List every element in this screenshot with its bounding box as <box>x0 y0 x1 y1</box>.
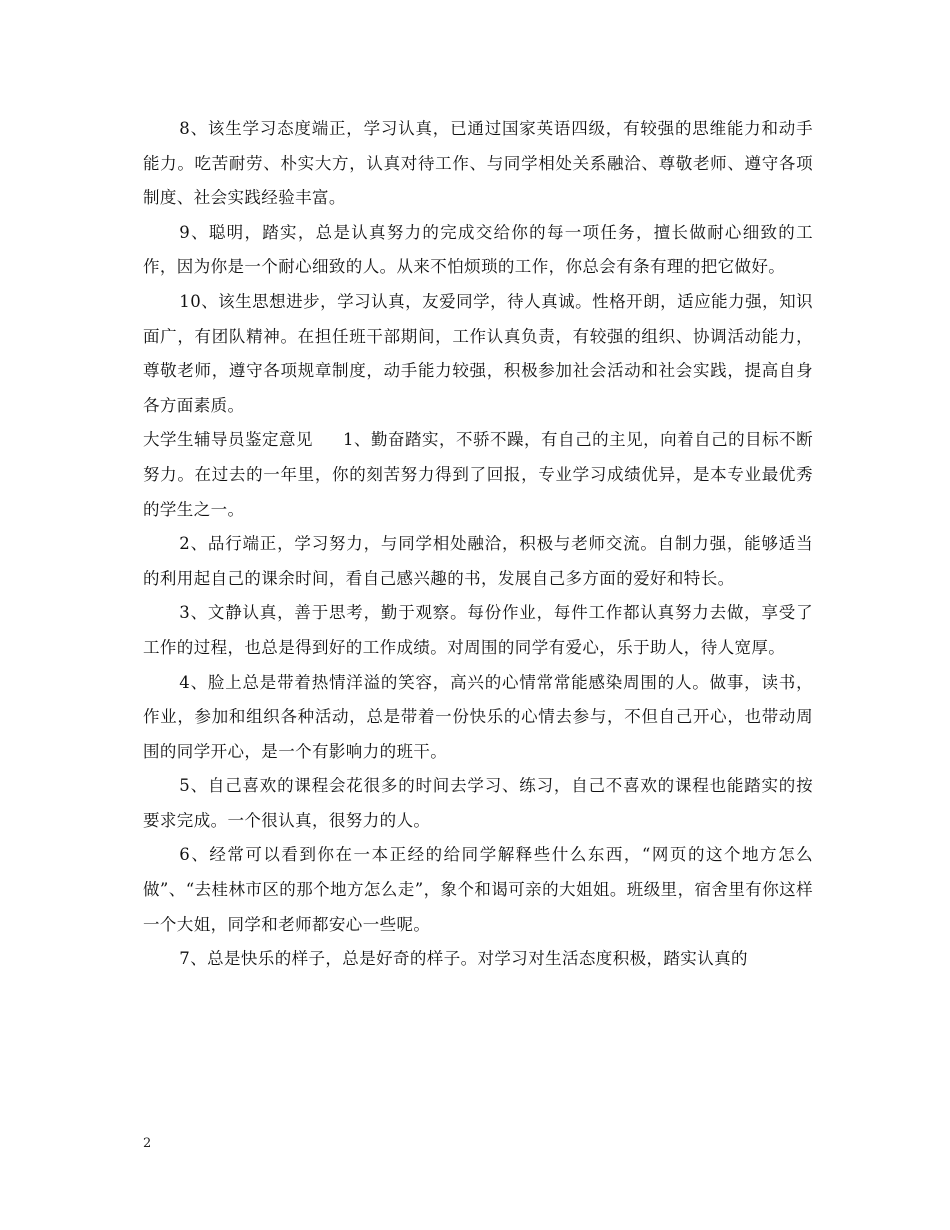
section-item-3: 3、文静认真，善于思考，勤于观察。每份作业，每件工作都认真努力去做，享受了工作的过程，也总是得到好的工作成绩。对周围的同学有爱心，乐于助人，待人宽厚。 <box>143 603 813 657</box>
paragraph-item-9: 9、聪明，踏实，总是认真努力的完成交给你的每一项任务，擅长做耐心细致的工作，因为你是一个耐心细致的人。从来不怕烦琐的工作，你总会有条有理的把它做好。 <box>143 222 813 277</box>
section-intro-paragraph <box>143 423 813 527</box>
section-item-2: 2、品行端正，学习努力，与同学相处融洽，积极与老师交流。自制力强，能够适当的利用起自己的课余时间，看自己感兴趣的书，发展自己多方面的爱好和特长。 <box>143 534 813 588</box>
section-heading: 大学生辅导员鉴定意见 <box>143 430 314 450</box>
section-item-7: 7、总是快乐的样子，总是好奇的样子。对学习对生活态度积极，踏实认真的 <box>179 949 748 969</box>
section-item-6: 6、经常可以看到你在一本正经的给同学解释些什么东西，“网页的这个地方怎么做”、“去桂林市区的那个地方怎么走”，象个和谒可亲的大姐姐。班级里，宿舍里有你这样一个大姐，同学和老师都安心一些呢。 <box>143 845 813 934</box>
paragraph-item-8: 8、该生学习态度端正，学习认真，已通过国家英语四级，有较强的思维能力和动手能力。吃苦耐劳、朴实大方，认真对待工作、与同学相处关系融洽、尊敬老师、遵守各项制度、社会实践经验丰富。 <box>143 119 813 208</box>
section-item-5: 5、自己喜欢的课程会花很多的时间去学习、练习，自己不喜欢的课程也能踏实的按要求完成。一个很认真，很努力的人。 <box>143 776 813 830</box>
document-body <box>143 112 813 977</box>
section-item-4: 4、脸上总是带着热情洋溢的笑容，高兴的心情常常能感染周围的人。做事，读书，作业，参加和组织各种活动，总是带着一份快乐的心情去参与，不但自己开心，也带动周围的同学开心，是一个有影响力的班干。 <box>143 672 813 761</box>
page-number: 2 <box>143 1136 152 1151</box>
paragraph-item-10: 10、该生思想进步，学习认真，友爱同学，待人真诚。性格开朗，适应能力强，知识面广，有团队精神。在担任班干部期间，工作认真负责，有较强的组织、协调活动能力，尊敬老师，遵守各项规章制度，动手能力较强，积极参加社会活动和社会实践，提高自身各方面素质。 <box>143 291 813 415</box>
section-item-1: 1、勤奋踏实，不骄不躁，有自己的主见，向着自己的目标不断努力。在过去的一年里，你的刻苦努力得到了回报，专业学习成绩优异，是本专业最优秀的学生之一。 <box>143 430 813 519</box>
